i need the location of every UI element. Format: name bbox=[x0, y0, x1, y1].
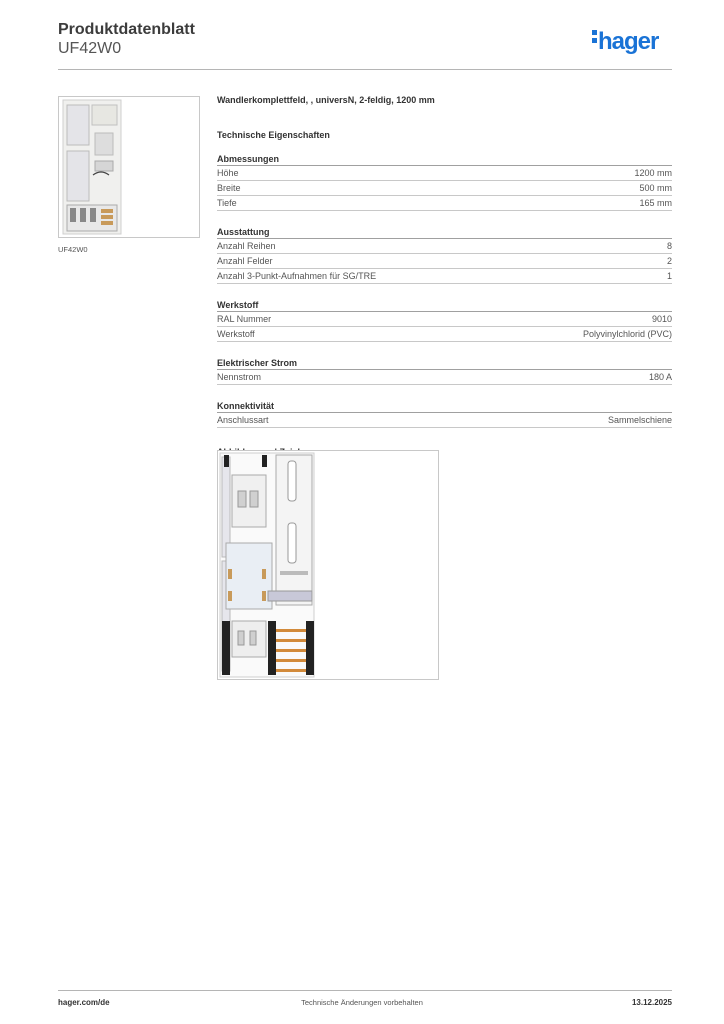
footer-notice: Technische Änderungen vorbehalten bbox=[301, 998, 423, 1007]
spec-row bbox=[217, 196, 672, 211]
spec-row bbox=[217, 413, 672, 428]
spec-value: 8 bbox=[666, 241, 672, 251]
section-title: Werkstoff bbox=[217, 300, 672, 312]
header-divider bbox=[58, 69, 672, 70]
product-image bbox=[58, 96, 200, 238]
hager-logo[interactable] bbox=[592, 28, 658, 56]
spec-row bbox=[217, 181, 672, 196]
page-title: Produktdatenblatt bbox=[58, 21, 195, 38]
spec-row bbox=[217, 239, 672, 254]
spec-label: Breite bbox=[217, 183, 241, 193]
logo-dots-icon bbox=[592, 30, 597, 46]
footer-divider bbox=[58, 990, 672, 991]
logo-text: hager bbox=[598, 28, 659, 55]
spec-row bbox=[217, 370, 672, 385]
spec-label: Tiefe bbox=[217, 198, 237, 208]
technical-drawing bbox=[217, 450, 439, 680]
spec-label: Anzahl 3-Punkt-Aufnahmen für SG/TRE bbox=[217, 271, 377, 281]
footer-website-link[interactable]: hager.com/de bbox=[58, 998, 110, 1007]
section-elektrischer-strom bbox=[217, 358, 672, 385]
section-abmessungen bbox=[217, 154, 672, 211]
product-description: Wandlerkomplettfeld, , universN, 2-feldig, 1200 mm bbox=[217, 95, 435, 105]
spec-label: Nennstrom bbox=[217, 372, 262, 382]
cabinet-drawing-icon bbox=[218, 451, 438, 679]
section-title: Elektrischer Strom bbox=[217, 358, 672, 370]
technical-heading: Technische Eigenschaften bbox=[217, 130, 330, 140]
spec-value: 180 A bbox=[648, 372, 672, 382]
spec-row bbox=[217, 327, 672, 342]
section-konnektivitaet bbox=[217, 401, 672, 428]
spec-label: Anzahl Reihen bbox=[217, 241, 276, 251]
section-title: Abmessungen bbox=[217, 154, 672, 166]
spec-row bbox=[217, 269, 672, 284]
spec-value: Polyvinylchlorid (PVC) bbox=[582, 329, 672, 339]
spec-label: Werkstoff bbox=[217, 329, 255, 339]
section-title: Konnektivität bbox=[217, 401, 672, 413]
spec-value: 1200 mm bbox=[634, 168, 672, 178]
spec-value: 2 bbox=[666, 256, 672, 266]
spec-value: Sammelschiene bbox=[607, 415, 672, 425]
section-ausstattung bbox=[217, 227, 672, 284]
spec-value: 165 mm bbox=[639, 198, 672, 208]
specifications bbox=[217, 95, 672, 457]
spec-label: Anzahl Felder bbox=[217, 256, 273, 266]
spec-label: Anschlussart bbox=[217, 415, 269, 425]
product-photo-icon bbox=[59, 97, 199, 237]
spec-row bbox=[217, 166, 672, 181]
spec-value: 9010 bbox=[651, 314, 672, 324]
thumbnail-caption: UF42W0 bbox=[58, 245, 88, 254]
spec-value: 1 bbox=[666, 271, 672, 281]
product-code: UF42W0 bbox=[58, 40, 122, 57]
spec-row bbox=[217, 312, 672, 327]
spec-value: 500 mm bbox=[639, 183, 672, 193]
section-title: Ausstattung bbox=[217, 227, 672, 239]
section-werkstoff bbox=[217, 300, 672, 342]
spec-row bbox=[217, 254, 672, 269]
spec-label: RAL Nummer bbox=[217, 314, 272, 324]
spec-label: Höhe bbox=[217, 168, 239, 178]
footer-date: 13.12.2025 bbox=[631, 998, 672, 1007]
